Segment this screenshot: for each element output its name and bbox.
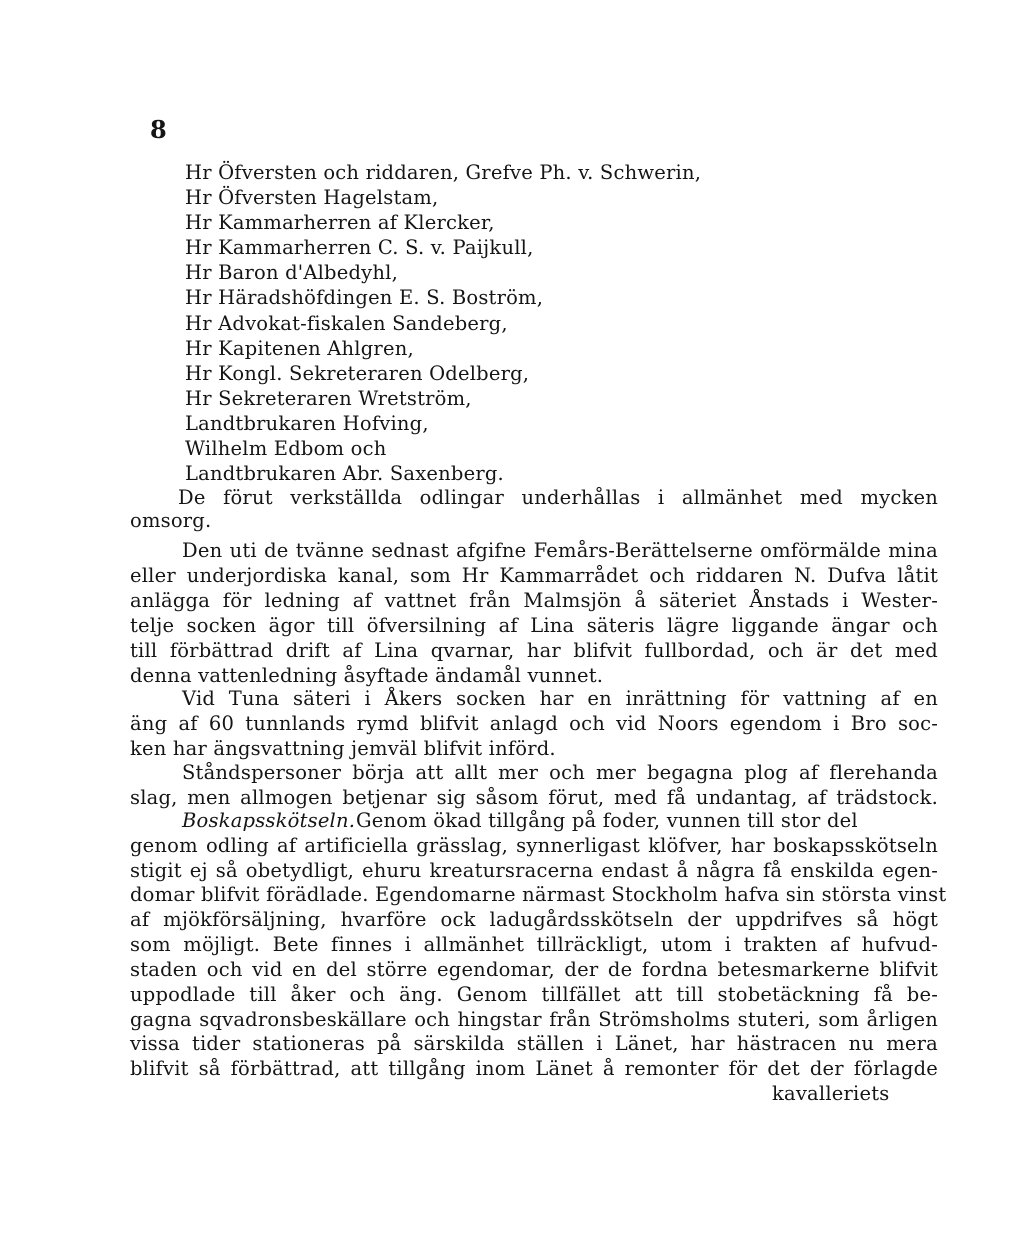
text-line: De förut verkställda odlingar underhållas i allmänhet med mycken	[178, 486, 938, 509]
text-line: vissa tider stationeras på särskilda ställen i Länet, har hästracen nu mera	[130, 1032, 938, 1055]
text-line: Hr Kammarherren C. S. v. Paijkull,	[185, 236, 534, 259]
text-line: Wilhelm Edbom och	[185, 437, 387, 460]
text-line: staden och vid en del större egendomar, der de fordna betesmarkerne blifvit	[130, 958, 938, 981]
text-line: slag, men allmogen betjenar sig såsom förut, med få undantag, af trädstock.	[130, 786, 938, 809]
text-line: Den uti de tvänne sednast afgifne Femårs-Berättelserne omförmälde mina	[182, 539, 938, 562]
text-line: till förbättrad drift af Lina qvarnar, har blifvit fullbordad, och är det med	[130, 639, 938, 662]
text-line: eller underjordiska kanal, som Hr Kammarrådet och riddaren N. Dufva låtit	[130, 564, 938, 587]
text-line: genom odling af artificiella grässlag, synnerligast klöfver, har boskapsskötseln	[130, 834, 938, 857]
text-line: anlägga för ledning af vattnet från Malmsjön å säteriet Ånstads i Wester-	[130, 589, 938, 612]
text-line: Landtbrukaren Abr. Saxenberg.	[185, 462, 504, 485]
text-line: som möjligt. Bete finnes i allmänhet tillräckligt, utom i trakten af hufvud-	[130, 933, 938, 956]
text-line: Hr Kammarherren af Klercker,	[185, 211, 495, 234]
text-line: Hr Advokat-fiskalen Sandeberg,	[185, 312, 508, 335]
text-line: Ståndspersoner börja att allt mer och mer begagna plog af flerehanda	[182, 761, 938, 784]
text-line: gagna sqvadronsbeskällare och hingstar från Strömsholms stuteri, som årligen	[130, 1008, 938, 1031]
text-line: denna vattenledning åsyftade ändamål vunnet.	[130, 664, 604, 687]
text-line: Hr Öfversten Hagelstam,	[185, 186, 439, 209]
text-line: blifvit så förbättrad, att tillgång inom Länet å remonter för det der förlagde	[130, 1057, 938, 1080]
text-line: Hr Kongl. Sekreteraren Odelberg,	[185, 362, 530, 385]
text-line: kavalleriets	[772, 1082, 890, 1105]
text-line: Hr Häradshöfdingen E. S. Boström,	[185, 286, 544, 309]
text-line: domar blifvit förädlade. Egendomarne närmast Stockholm hafva sin största vinst	[130, 883, 947, 906]
text-line: telje socken ägor till öfversilning af Lina säteris lägre liggande ängar och	[130, 614, 938, 637]
text-line: Hr Baron d'Albedyhl,	[185, 261, 398, 284]
page-number: 8	[150, 115, 167, 144]
text-line: Genom ökad tillgång på foder, vunnen till stor del	[356, 809, 858, 832]
text-line: ken har ängsvattning jemväl blifvit införd.	[130, 737, 556, 760]
text-line: Hr Sekreteraren Wretström,	[185, 387, 472, 410]
text-line: uppodlade till åker och äng. Genom tillfället att till stobetäckning få be-	[130, 983, 938, 1006]
text-line: Vid Tuna säteri i Åkers socken har en inrättning för vattning af en	[182, 687, 938, 710]
text-line: äng af 60 tunnlands rymd blifvit anlagd och vid Noors egendom i Bro soc-	[130, 712, 938, 735]
text-line: stigit ej så obetydligt, ehuru kreatursracerna endast å några få enskilda egen-	[130, 859, 938, 882]
text-line: omsorg.	[130, 509, 212, 532]
text-line: Boskapsskötseln.	[182, 809, 356, 832]
text-line: Hr Öfversten och riddaren, Grefve Ph. v. Schwerin,	[185, 161, 702, 184]
text-line: Hr Kapitenen Ahlgren,	[185, 337, 414, 360]
text-line: Landtbrukaren Hofving,	[185, 412, 429, 435]
text-line: af mjökförsäljning, hvarföre ock ladugårdsskötseln der uppdrifves så högt	[130, 908, 938, 931]
